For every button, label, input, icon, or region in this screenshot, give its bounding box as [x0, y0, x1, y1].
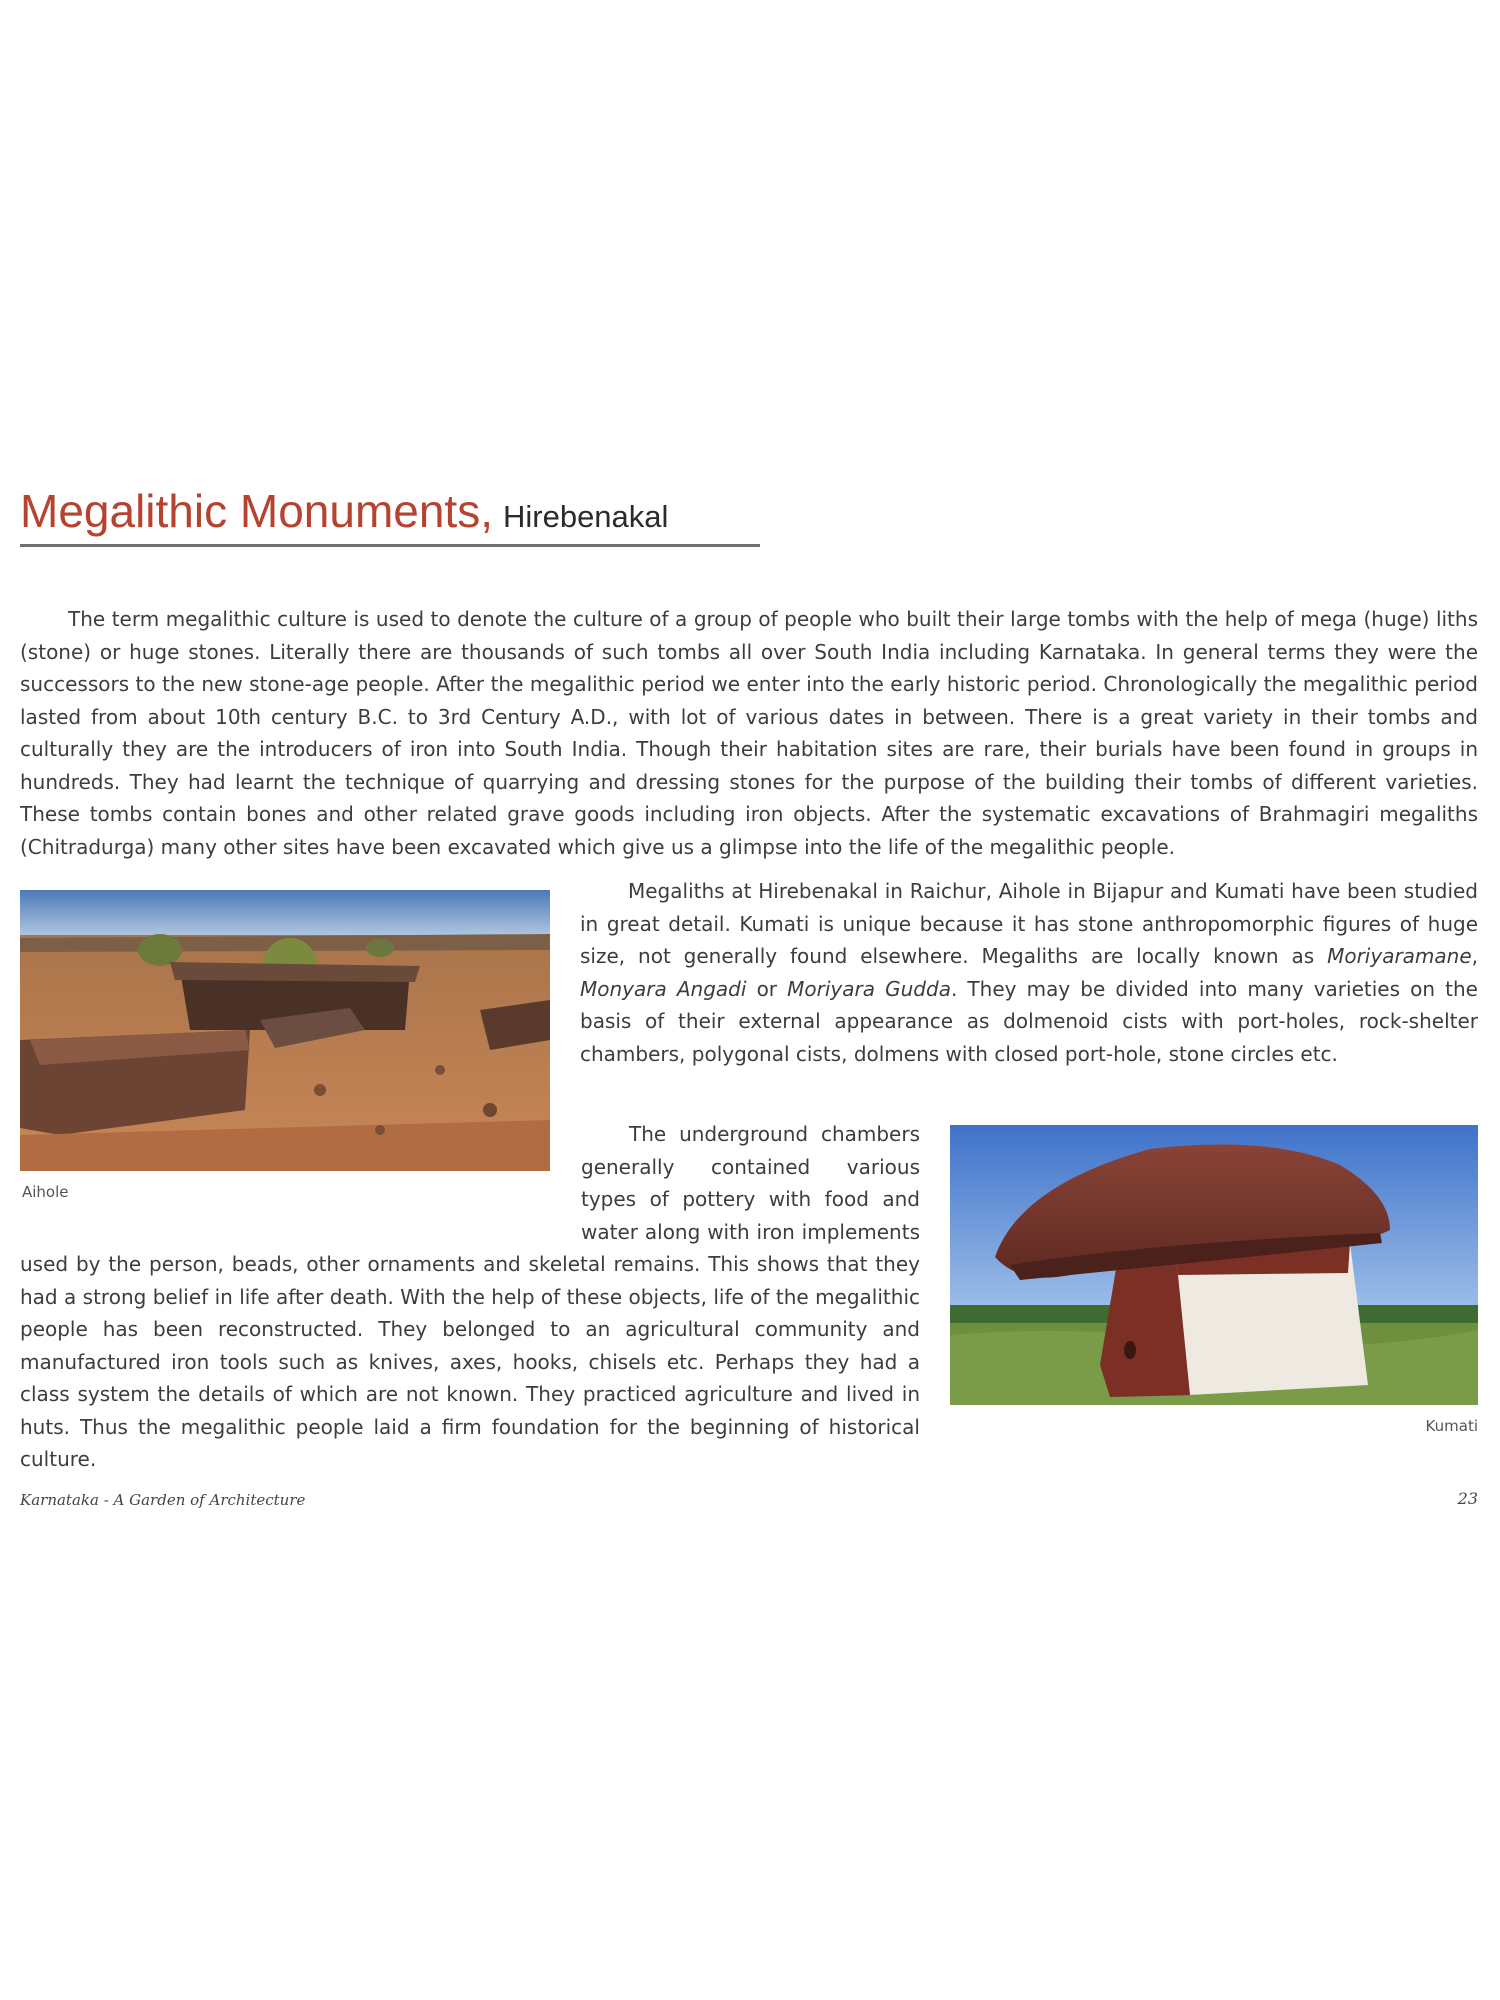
page-title	[20, 484, 668, 538]
chambers-paragraph: The underground chambers generally contained various types of pottery with food and water along with iron implements used by the person, beads, other ornaments and skeletal remains. This shows that they had a strong belief in life after death. With the help of these objects, life of the megalithic people has been reconstructed. They belonged to an agricultural community and manufactured iron tools such as knives, axes, hooks, chisels etc. Perhaps they had a class system the details of which are not known. They practiced agriculture and lived in huts. Thus the megalithic people laid a firm foundation for the beginning of historical culture.	[20, 1122, 920, 1471]
page-number: 23	[1457, 1489, 1478, 1508]
megaliths-paragraph	[580, 875, 1478, 1070]
chambers-paragraph-block	[20, 1118, 920, 1476]
term-separator: ,	[1471, 944, 1479, 968]
title-main: Megalithic Monuments,	[20, 485, 493, 537]
local-term-moriyaramane: Moriyaramane	[1327, 944, 1472, 968]
intro-paragraph: The term megalithic culture is used to denote the culture of a group of people who built their large tombs with the help of mega (huge) liths (stone) or huge stones. Literally there are thousands of such tombs all over South India including Karnataka. In general terms they were the successors to the new stone-age people. After the megalithic period we enter into the early historic period. Chronologically the megalithic period lasted from about 10th century B.C. to 3rd Century A.D., with lot of various dates in between. There is a great variety in their tombs and culturally they are the introducers of iron into South India. Though their habitation sites are rare, their burials have been found in groups in hundreds. They had learnt the technique of quarrying and dressing stones for the purpose of the building their tombs of different varieties. These tombs contain bones and other related grave goods including iron objects. After the systematic excavations of Brahmagiri megaliths (Chitradurga) many other sites have been excavated which give us a glimpse into the life of the megalithic people.	[20, 607, 1478, 859]
title-underline	[20, 544, 760, 547]
local-term-monyara-angadi: Monyara Angadi	[580, 976, 747, 1001]
kumati-photo	[950, 1125, 1478, 1405]
footer-book-title: Karnataka - A Garden of Architecture	[20, 1491, 306, 1509]
local-term-moriyara-gudda: Moriyara Gudda	[787, 976, 951, 1001]
megaliths-text-part2: . They may be divided into many varieties on the basis of their external appearance as dolmenoid cists with port-holes, rock-shelter chambers, polygonal cists, dolmens with closed port-hole, stone circles etc.	[580, 976, 1478, 1066]
aihole-caption: Aihole	[22, 1183, 69, 1201]
aihole-photo-wrap-space	[20, 1118, 581, 1216]
term-separator: or	[746, 976, 788, 1001]
kumati-caption: Kumati	[1425, 1417, 1478, 1435]
megaliths-text-part1: Megaliths at Hirebenakal in Raichur, Aihole in Bijapur and Kumati have been studied in great detail. Kumati is unique because it has stone anthropomorphic figures of huge size, not generally found elsewhere. Megaliths are locally known as	[580, 879, 1478, 968]
title-location: Hirebenakal	[502, 499, 669, 534]
